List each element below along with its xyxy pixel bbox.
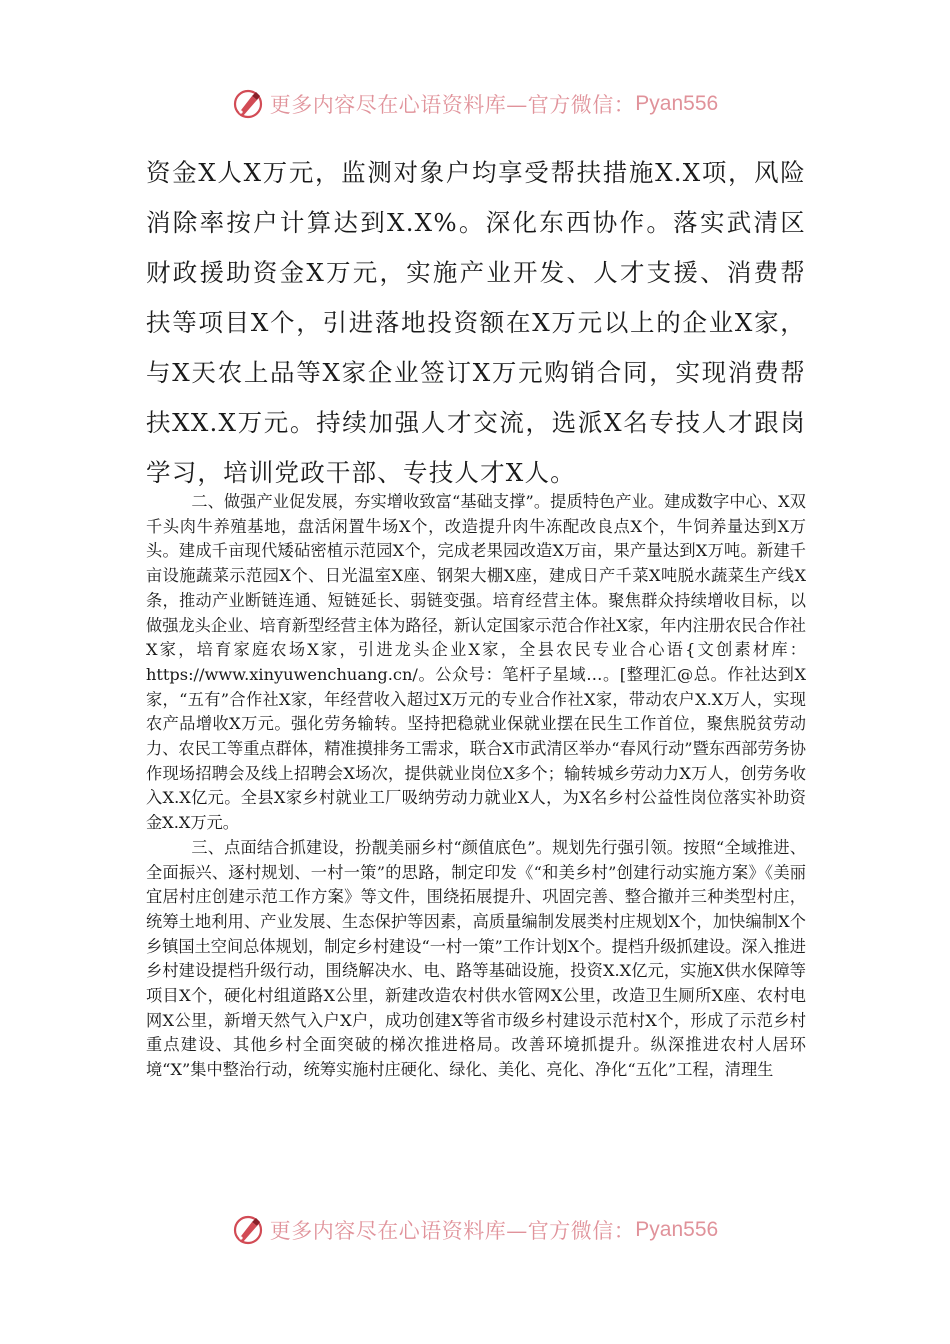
- continuation-paragraph: 资金X人X万元，监测对象户均享受帮扶措施X.X项，风险消除率按户计算达到X.X%。深化东西协作。落实武清区财政援助资金X万元，实施产业开发、人才支援、消费帮扶等项目X个，引进落地投资额在X万元以上的企业X家，与X天农上品等X家企业签订X万元购销合同，实现消费帮扶XX.X万元。持续加强人才交流，选派X名专技人才跟岗学习，培训党政干部、专技人才X人。: [146, 158, 806, 487]
- footer-wechat-id: Pyan556: [635, 1218, 719, 1241]
- header-text: 更多内容尽在心语资料库—官方微信：: [269, 93, 636, 117]
- pen-nib-logo-icon: [232, 1214, 264, 1246]
- footer-banner: [0, 1210, 950, 1250]
- header-banner: [0, 84, 950, 124]
- main-text-block: [146, 490, 806, 1083]
- continuation-block: [146, 148, 806, 498]
- footer-text: 更多内容尽在心语资料库—官方微信：: [269, 1219, 636, 1243]
- pen-nib-logo-icon: [232, 88, 264, 120]
- section-2-paragraph: 二、做强产业促发展，夯实增收致富“基础支撑”。提质特色产业。建成数字中心、X双千头肉牛养殖基地，盘活闲置牛场X个，改造提升肉牛冻配改良点X个，牛饲养量达到X万头。建成千亩现代矮砧密植示范园X个，完成老果园改造X万亩，果产量达到X万吨。新建千亩设施蔬菜示范园X个、日光温室X座、钢架大棚X座，建成日产千菜X吨脱水蔬菜生产线X条，推动产业断链连通、短链延长、弱链变强。培育经营主体。聚焦群众持续增收目标，以做强龙头企业、培育新型经营主体为路径，新认定国家示范合作社X家，年内注册农民合作社X家，培育家庭农场X家，引进龙头企业X家，全县农民专业合心语{文创素材库：https://www.xinyuwenchuang.cn/。公众号：笔杆子星域…。[整理汇@总。作社达到X家，“五有”合作社X家，年经营收入超过X万元的专业合作社X家，带动农户X.X万人，实现农产品增收X万元。强化劳务输转。坚持把稳就业保就业摆在民生工作首位，聚焦脱贫劳动力、农民工等重点群体，精准摸排务工需求，联合X市武清区举办“春风行动”暨东西部劳务协作现场招聘会及线上招聘会X场次，提供就业岗位X多个；输转城乡劳动力X万人，创劳务收入X.X亿元。全县X家乡村就业工厂吸纳劳动力就业X人，为X名乡村公益性岗位落实补助资金X.X万元。: [146, 492, 806, 833]
- section-3-paragraph: 三、点面结合抓建设，扮靓美丽乡村“颜值底色”。规划先行强引领。按照“全域推进、全面振兴、逐村规划、一村一策”的思路，制定印发《“和美乡村”创建行动实施方案》《美丽宜居村庄创建示范工作方案》等文件，围绕拓展提升、巩固完善、整合撤并三种类型村庄，统筹土地利用、产业发展、生态保护等因素，高质量编制发展类村庄规划X个，加快编制X个乡镇国土空间总体规划，制定乡村建设“一村一策”工作计划X个。提档升级抓建设。深入推进乡村建设提档升级行动，围绕解决水、电、路等基础设施，投资X.X亿元，实施X供水保障等项目X个，硬化村组道路X公里，新建改造农村供水管网X公里，改造卫生厕所X座、农村电网X公里，新增天然气入户X户，成功创建X等省市级乡村建设示范村X个，形成了示范乡村重点建设、其他乡村全面突破的梯次推进格局。改善环境抓提升。纵深推进农村人居环境“X”集中整治行动，统筹实施村庄硬化、绿化、美化、亮化、净化“五化”工程，清理生: [146, 837, 806, 1080]
- header-wechat-id: Pyan556: [635, 92, 719, 115]
